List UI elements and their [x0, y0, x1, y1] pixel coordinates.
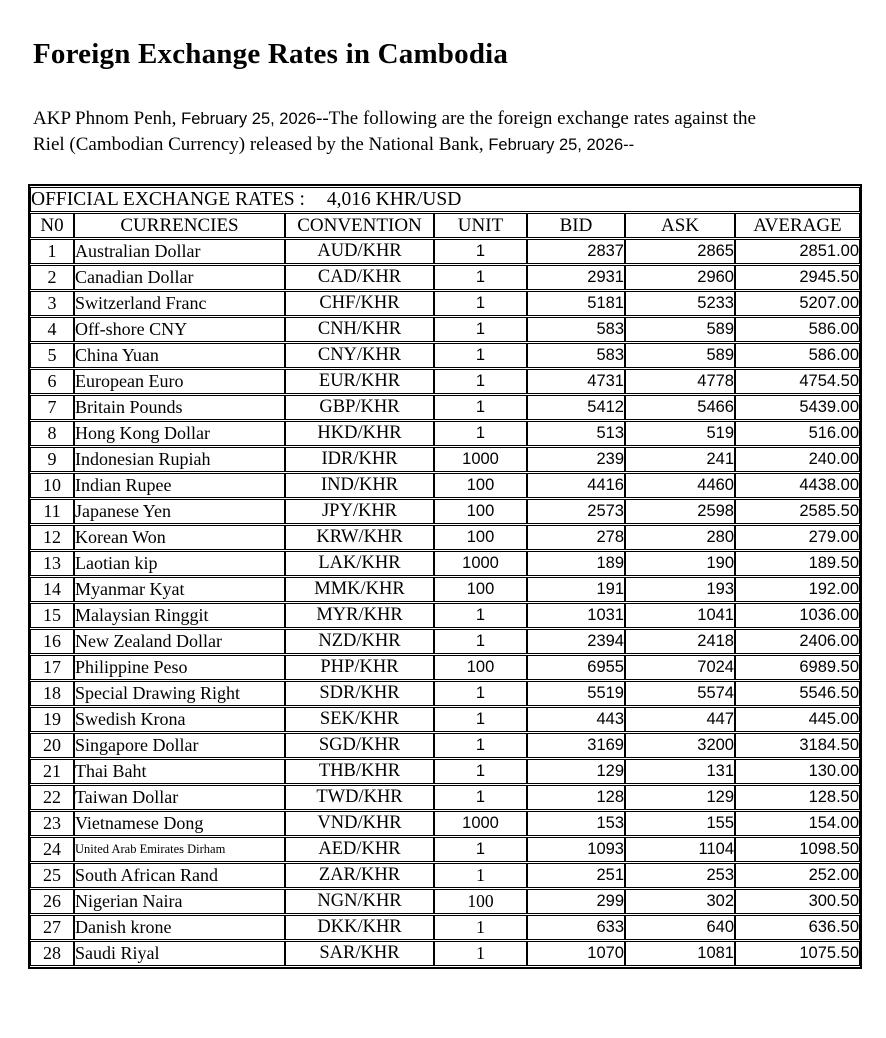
- cell-currency: European Euro: [74, 369, 285, 394]
- cell-no: 16: [30, 629, 74, 654]
- cell-convention: SGD/KHR: [285, 733, 434, 758]
- cell-no: 28: [30, 941, 74, 966]
- cell-unit: 1: [434, 759, 527, 784]
- cell-convention: AUD/KHR: [285, 239, 434, 264]
- intro-paragraph: [33, 106, 886, 158]
- cell-unit: 1: [434, 343, 527, 368]
- cell-no: 25: [30, 863, 74, 888]
- cell-currency: Special Drawing Right: [74, 681, 285, 706]
- cell-currency: Vietnamese Dong: [74, 811, 285, 836]
- cell-average: 445.00: [735, 707, 860, 732]
- cell-convention: JPY/KHR: [285, 499, 434, 524]
- table-row: [30, 811, 860, 836]
- cell-no: 27: [30, 915, 74, 940]
- cell-no: 2: [30, 265, 74, 290]
- cell-currency: Korean Won: [74, 525, 285, 550]
- table-row: [30, 525, 860, 550]
- cell-bid: 2837: [527, 239, 625, 264]
- table-head: [30, 187, 860, 238]
- official-rate-label: OFFICIAL EXCHANGE RATES :: [31, 189, 305, 210]
- table-row: [30, 707, 860, 732]
- table-row: [30, 499, 860, 524]
- cell-convention: PHP/KHR: [285, 655, 434, 680]
- cell-unit: 1: [434, 317, 527, 342]
- intro-text-segment: --The following are the foreign exchange rates against the: [316, 108, 756, 129]
- intro-line: [33, 132, 886, 158]
- cell-currency: Japanese Yen: [74, 499, 285, 524]
- cell-bid: 2573: [527, 499, 625, 524]
- cell-convention: IDR/KHR: [285, 447, 434, 472]
- table-row: [30, 447, 860, 472]
- cell-ask: 253: [625, 863, 735, 888]
- cell-unit: 100: [434, 525, 527, 550]
- cell-convention: SAR/KHR: [285, 941, 434, 966]
- cell-average: 189.50: [735, 551, 860, 576]
- table-row: [30, 369, 860, 394]
- cell-unit: 1: [434, 707, 527, 732]
- cell-currency: Switzerland Franc: [74, 291, 285, 316]
- cell-ask: 241: [625, 447, 735, 472]
- cell-average: 4754.50: [735, 369, 860, 394]
- table-row: [30, 915, 860, 940]
- cell-bid: 278: [527, 525, 625, 550]
- intro-text-segment: February 25, 2026--: [488, 136, 635, 154]
- cell-unit: 100: [434, 889, 527, 914]
- table-row: [30, 837, 860, 862]
- column-header-bid: BID: [527, 213, 625, 238]
- cell-no: 12: [30, 525, 74, 550]
- cell-unit: 1: [434, 291, 527, 316]
- cell-convention: IND/KHR: [285, 473, 434, 498]
- cell-unit: 100: [434, 473, 527, 498]
- cell-no: 19: [30, 707, 74, 732]
- cell-bid: 251: [527, 863, 625, 888]
- cell-unit: 1: [434, 265, 527, 290]
- cell-no: 10: [30, 473, 74, 498]
- cell-convention: TWD/KHR: [285, 785, 434, 810]
- cell-ask: 129: [625, 785, 735, 810]
- cell-no: 13: [30, 551, 74, 576]
- intro-text-segment: AKP Phnom Penh,: [33, 108, 182, 129]
- cell-ask: 7024: [625, 655, 735, 680]
- cell-no: 1: [30, 239, 74, 264]
- cell-ask: 280: [625, 525, 735, 550]
- cell-average: 516.00: [735, 421, 860, 446]
- cell-unit: 1: [434, 629, 527, 654]
- table-row: [30, 655, 860, 680]
- cell-average: 2585.50: [735, 499, 860, 524]
- cell-currency: Canadian Dollar: [74, 265, 285, 290]
- cell-convention: KRW/KHR: [285, 525, 434, 550]
- cell-average: 192.00: [735, 577, 860, 602]
- cell-convention: EUR/KHR: [285, 369, 434, 394]
- table-row: [30, 473, 860, 498]
- cell-currency: Malaysian Ringgit: [74, 603, 285, 628]
- column-header-currencies: CURRENCIES: [74, 213, 285, 238]
- table-row: [30, 291, 860, 316]
- cell-currency: Saudi Riyal: [74, 941, 285, 966]
- cell-no: 21: [30, 759, 74, 784]
- cell-bid: 2394: [527, 629, 625, 654]
- cell-currency: Hong Kong Dollar: [74, 421, 285, 446]
- cell-no: 9: [30, 447, 74, 472]
- table-row: [30, 681, 860, 706]
- cell-ask: 4778: [625, 369, 735, 394]
- cell-ask: 190: [625, 551, 735, 576]
- cell-no: 23: [30, 811, 74, 836]
- table-row: [30, 551, 860, 576]
- table-row: [30, 239, 860, 264]
- cell-convention: CNY/KHR: [285, 343, 434, 368]
- cell-average: 5546.50: [735, 681, 860, 706]
- cell-no: 14: [30, 577, 74, 602]
- cell-no: 5: [30, 343, 74, 368]
- cell-bid: 1093: [527, 837, 625, 862]
- cell-currency: China Yuan: [74, 343, 285, 368]
- cell-no: 26: [30, 889, 74, 914]
- cell-unit: 1: [434, 681, 527, 706]
- cell-average: 5207.00: [735, 291, 860, 316]
- cell-average: 154.00: [735, 811, 860, 836]
- cell-unit: 1: [434, 421, 527, 446]
- cell-average: 252.00: [735, 863, 860, 888]
- cell-average: 2406.00: [735, 629, 860, 654]
- cell-ask: 1081: [625, 941, 735, 966]
- cell-ask: 155: [625, 811, 735, 836]
- cell-convention: SEK/KHR: [285, 707, 434, 732]
- cell-unit: 100: [434, 577, 527, 602]
- document-page: [0, 38, 886, 1038]
- cell-bid: 4731: [527, 369, 625, 394]
- intro-line: [33, 106, 886, 132]
- cell-average: 1075.50: [735, 941, 860, 966]
- cell-currency: Thai Baht: [74, 759, 285, 784]
- cell-no: 22: [30, 785, 74, 810]
- table-row: [30, 603, 860, 628]
- cell-bid: 1031: [527, 603, 625, 628]
- cell-convention: NZD/KHR: [285, 629, 434, 654]
- cell-bid: 239: [527, 447, 625, 472]
- cell-currency: Indian Rupee: [74, 473, 285, 498]
- cell-ask: 3200: [625, 733, 735, 758]
- cell-no: 6: [30, 369, 74, 394]
- cell-average: 2945.50: [735, 265, 860, 290]
- table-row: [30, 577, 860, 602]
- table-header-row: [30, 213, 860, 238]
- exchange-rates-table: [30, 186, 860, 967]
- table-row: [30, 421, 860, 446]
- cell-convention: MMK/KHR: [285, 577, 434, 602]
- cell-convention: ZAR/KHR: [285, 863, 434, 888]
- table-row: [30, 629, 860, 654]
- cell-bid: 5412: [527, 395, 625, 420]
- cell-unit: 1: [434, 369, 527, 394]
- cell-bid: 5181: [527, 291, 625, 316]
- cell-currency: United Arab Emirates Dirham: [74, 837, 285, 862]
- cell-currency: Philippine Peso: [74, 655, 285, 680]
- cell-bid: 443: [527, 707, 625, 732]
- cell-ask: 640: [625, 915, 735, 940]
- cell-no: 3: [30, 291, 74, 316]
- cell-currency: Taiwan Dollar: [74, 785, 285, 810]
- cell-unit: 1000: [434, 811, 527, 836]
- rates-tbody: [30, 239, 860, 966]
- cell-convention: MYR/KHR: [285, 603, 434, 628]
- cell-bid: 1070: [527, 941, 625, 966]
- cell-no: 18: [30, 681, 74, 706]
- cell-bid: 189: [527, 551, 625, 576]
- cell-unit: 1: [434, 941, 527, 966]
- cell-average: 300.50: [735, 889, 860, 914]
- cell-no: 20: [30, 733, 74, 758]
- cell-unit: 1000: [434, 447, 527, 472]
- cell-bid: 191: [527, 577, 625, 602]
- cell-average: 2851.00: [735, 239, 860, 264]
- cell-average: 4438.00: [735, 473, 860, 498]
- cell-bid: 5519: [527, 681, 625, 706]
- cell-currency: Britain Pounds: [74, 395, 285, 420]
- official-rate-value: 4,016 KHR/USD: [326, 189, 462, 210]
- cell-convention: SDR/KHR: [285, 681, 434, 706]
- column-header-average: AVERAGE: [735, 213, 860, 238]
- cell-bid: 6955: [527, 655, 625, 680]
- cell-bid: 2931: [527, 265, 625, 290]
- cell-ask: 5574: [625, 681, 735, 706]
- column-header-ask: ASK: [625, 213, 735, 238]
- cell-no: 15: [30, 603, 74, 628]
- official-rate-row: [30, 187, 860, 212]
- cell-convention: VND/KHR: [285, 811, 434, 836]
- cell-no: 7: [30, 395, 74, 420]
- cell-average: 6989.50: [735, 655, 860, 680]
- cell-bid: 153: [527, 811, 625, 836]
- cell-average: 1036.00: [735, 603, 860, 628]
- table-row: [30, 889, 860, 914]
- cell-currency: Danish krone: [74, 915, 285, 940]
- cell-unit: 1: [434, 733, 527, 758]
- cell-unit: 100: [434, 655, 527, 680]
- cell-unit: 100: [434, 499, 527, 524]
- cell-convention: CNH/KHR: [285, 317, 434, 342]
- cell-ask: 2960: [625, 265, 735, 290]
- cell-no: 17: [30, 655, 74, 680]
- cell-average: 586.00: [735, 343, 860, 368]
- cell-unit: 1: [434, 239, 527, 264]
- cell-convention: CHF/KHR: [285, 291, 434, 316]
- cell-average: 1098.50: [735, 837, 860, 862]
- page-title: Foreign Exchange Rates in Cambodia: [33, 38, 509, 70]
- cell-bid: 633: [527, 915, 625, 940]
- cell-ask: 131: [625, 759, 735, 784]
- cell-average: 3184.50: [735, 733, 860, 758]
- cell-ask: 5233: [625, 291, 735, 316]
- cell-unit: 1000: [434, 551, 527, 576]
- cell-average: 586.00: [735, 317, 860, 342]
- cell-average: 128.50: [735, 785, 860, 810]
- column-header-convention: CONVENTION: [285, 213, 434, 238]
- column-header-unit: UNIT: [434, 213, 527, 238]
- cell-bid: 3169: [527, 733, 625, 758]
- intro-text-segment: February 25, 2026: [181, 110, 316, 128]
- cell-ask: 193: [625, 577, 735, 602]
- cell-unit: 1: [434, 837, 527, 862]
- cell-bid: 128: [527, 785, 625, 810]
- cell-currency: Swedish Krona: [74, 707, 285, 732]
- cell-ask: 447: [625, 707, 735, 732]
- cell-currency: Indonesian Rupiah: [74, 447, 285, 472]
- cell-ask: 2418: [625, 629, 735, 654]
- cell-ask: 1041: [625, 603, 735, 628]
- cell-convention: AED/KHR: [285, 837, 434, 862]
- cell-average: 240.00: [735, 447, 860, 472]
- cell-currency: South African Rand: [74, 863, 285, 888]
- table-row: [30, 941, 860, 966]
- exchange-rates-table-border: [28, 184, 862, 969]
- column-header-n0: N0: [30, 213, 74, 238]
- table-row: [30, 317, 860, 342]
- cell-ask: 5466: [625, 395, 735, 420]
- cell-convention: NGN/KHR: [285, 889, 434, 914]
- cell-bid: 583: [527, 317, 625, 342]
- cell-no: 8: [30, 421, 74, 446]
- cell-unit: 1: [434, 603, 527, 628]
- cell-convention: LAK/KHR: [285, 551, 434, 576]
- cell-ask: 2865: [625, 239, 735, 264]
- cell-ask: 302: [625, 889, 735, 914]
- cell-ask: 519: [625, 421, 735, 446]
- cell-no: 24: [30, 837, 74, 862]
- table-row: [30, 733, 860, 758]
- table-row: [30, 759, 860, 784]
- cell-ask: 589: [625, 317, 735, 342]
- cell-ask: 4460: [625, 473, 735, 498]
- cell-ask: 1104: [625, 837, 735, 862]
- cell-unit: 1: [434, 863, 527, 888]
- cell-average: 5439.00: [735, 395, 860, 420]
- cell-average: 279.00: [735, 525, 860, 550]
- cell-currency: Nigerian Naira: [74, 889, 285, 914]
- table-row: [30, 863, 860, 888]
- cell-bid: 299: [527, 889, 625, 914]
- cell-average: 130.00: [735, 759, 860, 784]
- cell-currency: Singapore Dollar: [74, 733, 285, 758]
- cell-currency: Myanmar Kyat: [74, 577, 285, 602]
- cell-currency: Off-shore CNY: [74, 317, 285, 342]
- cell-convention: GBP/KHR: [285, 395, 434, 420]
- cell-bid: 4416: [527, 473, 625, 498]
- cell-currency: New Zealand Dollar: [74, 629, 285, 654]
- cell-average: 636.50: [735, 915, 860, 940]
- cell-unit: 1: [434, 395, 527, 420]
- cell-ask: 589: [625, 343, 735, 368]
- cell-currency: Laotian kip: [74, 551, 285, 576]
- cell-unit: 1: [434, 915, 527, 940]
- intro-text-segment: Riel (Cambodian Currency) released by the National Bank,: [33, 134, 489, 155]
- cell-unit: 1: [434, 785, 527, 810]
- table-row: [30, 265, 860, 290]
- cell-convention: DKK/KHR: [285, 915, 434, 940]
- cell-convention: THB/KHR: [285, 759, 434, 784]
- table-row: [30, 785, 860, 810]
- cell-bid: 583: [527, 343, 625, 368]
- table-row: [30, 395, 860, 420]
- cell-ask: 2598: [625, 499, 735, 524]
- table-row: [30, 343, 860, 368]
- cell-no: 11: [30, 499, 74, 524]
- cell-convention: CAD/KHR: [285, 265, 434, 290]
- cell-currency: Australian Dollar: [74, 239, 285, 264]
- cell-no: 4: [30, 317, 74, 342]
- cell-bid: 513: [527, 421, 625, 446]
- cell-bid: 129: [527, 759, 625, 784]
- official-rate-cell: [30, 187, 860, 212]
- cell-convention: HKD/KHR: [285, 421, 434, 446]
